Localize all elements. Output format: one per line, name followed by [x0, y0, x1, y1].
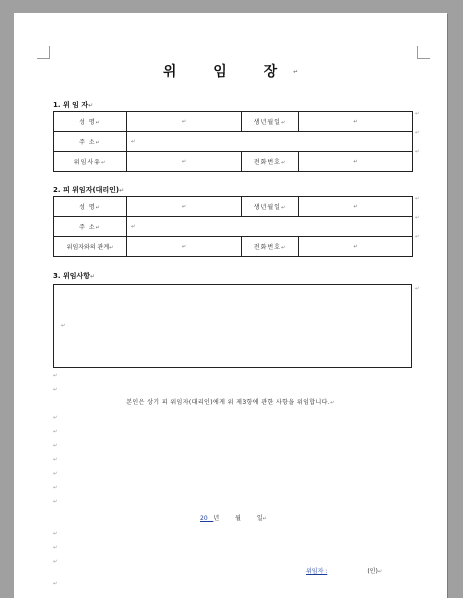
paragraph-mark: ↵: [119, 187, 125, 194]
table-row: [54, 197, 413, 217]
section-2-heading: [53, 185, 124, 195]
delegation-statement-text: 본인은 상기 피 위임자(대리인)에게 위 제3항에 관한 사항을 위임합니다.: [126, 399, 331, 406]
phone-label: 전화번호↵: [242, 237, 299, 257]
date-month-unit: 월: [235, 515, 241, 522]
birthdate-field[interactable]: ↵: [299, 197, 413, 217]
paragraph-mark: ↵: [88, 102, 94, 109]
address-label: 주 소↵: [54, 217, 127, 237]
paragraph-mark: ↵: [53, 545, 58, 551]
signature-line: [306, 566, 382, 575]
paragraph-mark: ↵: [53, 581, 58, 587]
section-3-heading-text: 3. 위임사항: [53, 272, 91, 280]
paragraph-mark: ↵: [90, 273, 96, 280]
address-label: 주 소↵: [54, 132, 127, 152]
table-row: [54, 237, 413, 257]
paragraph-mark: ↵: [415, 130, 420, 136]
name-field[interactable]: ↵: [127, 197, 242, 217]
delegation-matters-box[interactable]: [53, 284, 412, 368]
paragraph-mark: ↵: [53, 443, 58, 449]
relationship-field[interactable]: ↵: [127, 237, 242, 257]
relationship-label: 위임자와의 관계↵: [54, 237, 127, 257]
name-label: 성 명↵: [54, 112, 127, 132]
paragraph-mark: ↵: [415, 215, 420, 221]
paragraph-mark: ↵: [53, 415, 58, 421]
margin-corner-top-left: [37, 46, 50, 59]
birthdate-label: 생년월일↵: [242, 112, 299, 132]
paragraph-mark: ↵: [53, 499, 58, 505]
table-row: [54, 217, 413, 237]
date-day-unit: 일: [256, 515, 263, 522]
birthdate-label: 생년월일↵: [242, 197, 299, 217]
table-row: [54, 112, 413, 132]
section-2-table: [53, 196, 413, 257]
date-year-unit: 년: [213, 515, 220, 522]
section-1-heading-text: 1. 위 임 자: [53, 101, 89, 109]
phone-field[interactable]: ↵: [299, 152, 413, 172]
birthdate-field[interactable]: ↵: [299, 112, 413, 132]
name-field[interactable]: ↵: [127, 112, 242, 132]
section-3-heading: [53, 271, 95, 281]
section-1-heading: [53, 100, 93, 110]
date-year[interactable]: 20: [200, 515, 208, 522]
seal-mark: (인): [367, 568, 378, 575]
paragraph-mark: ↵: [415, 286, 420, 292]
document-title: [14, 61, 447, 81]
paragraph-mark: ↵: [377, 569, 383, 575]
paragraph-mark: ↵: [415, 149, 420, 155]
date-line: [200, 513, 267, 522]
paragraph-mark: ↵: [330, 400, 335, 406]
name-label: 성 명↵: [54, 197, 127, 217]
margin-corner-top-right: [417, 46, 430, 59]
address-field[interactable]: ↵: [127, 217, 413, 237]
paragraph-mark: ↵: [61, 323, 66, 329]
paragraph-mark: ↵: [415, 111, 420, 117]
paragraph-mark: ↵: [293, 68, 299, 76]
phone-label: 전화번호↵: [242, 152, 299, 172]
paragraph-mark: ↵: [262, 516, 267, 522]
paragraph-mark: ↵: [53, 485, 58, 491]
paragraph-mark: ↵: [53, 471, 58, 477]
paragraph-mark: ↵: [415, 196, 420, 202]
reason-label: 위임사유↵: [54, 152, 127, 172]
paragraph-mark: ↵: [53, 531, 58, 537]
paragraph-mark: ↵: [53, 429, 58, 435]
signature-label: 위임자 :: [306, 568, 328, 575]
document-page: [14, 13, 447, 598]
table-row: [54, 152, 413, 172]
paragraph-mark: ↵: [53, 373, 58, 379]
paragraph-mark: ↵: [53, 457, 58, 463]
phone-field[interactable]: ↵: [299, 237, 413, 257]
section-2-heading-text: 2. 피 위임자(대리인): [53, 186, 120, 194]
document-title-text: 위 임 장: [162, 64, 294, 80]
paragraph-mark: ↵: [415, 234, 420, 240]
section-1-table: [53, 111, 413, 172]
reason-field[interactable]: ↵: [127, 152, 242, 172]
paragraph-mark: ↵: [53, 387, 58, 393]
table-row: [54, 132, 413, 152]
address-field[interactable]: ↵: [127, 132, 413, 152]
delegation-statement: [14, 397, 447, 406]
paragraph-mark: ↵: [53, 559, 58, 565]
